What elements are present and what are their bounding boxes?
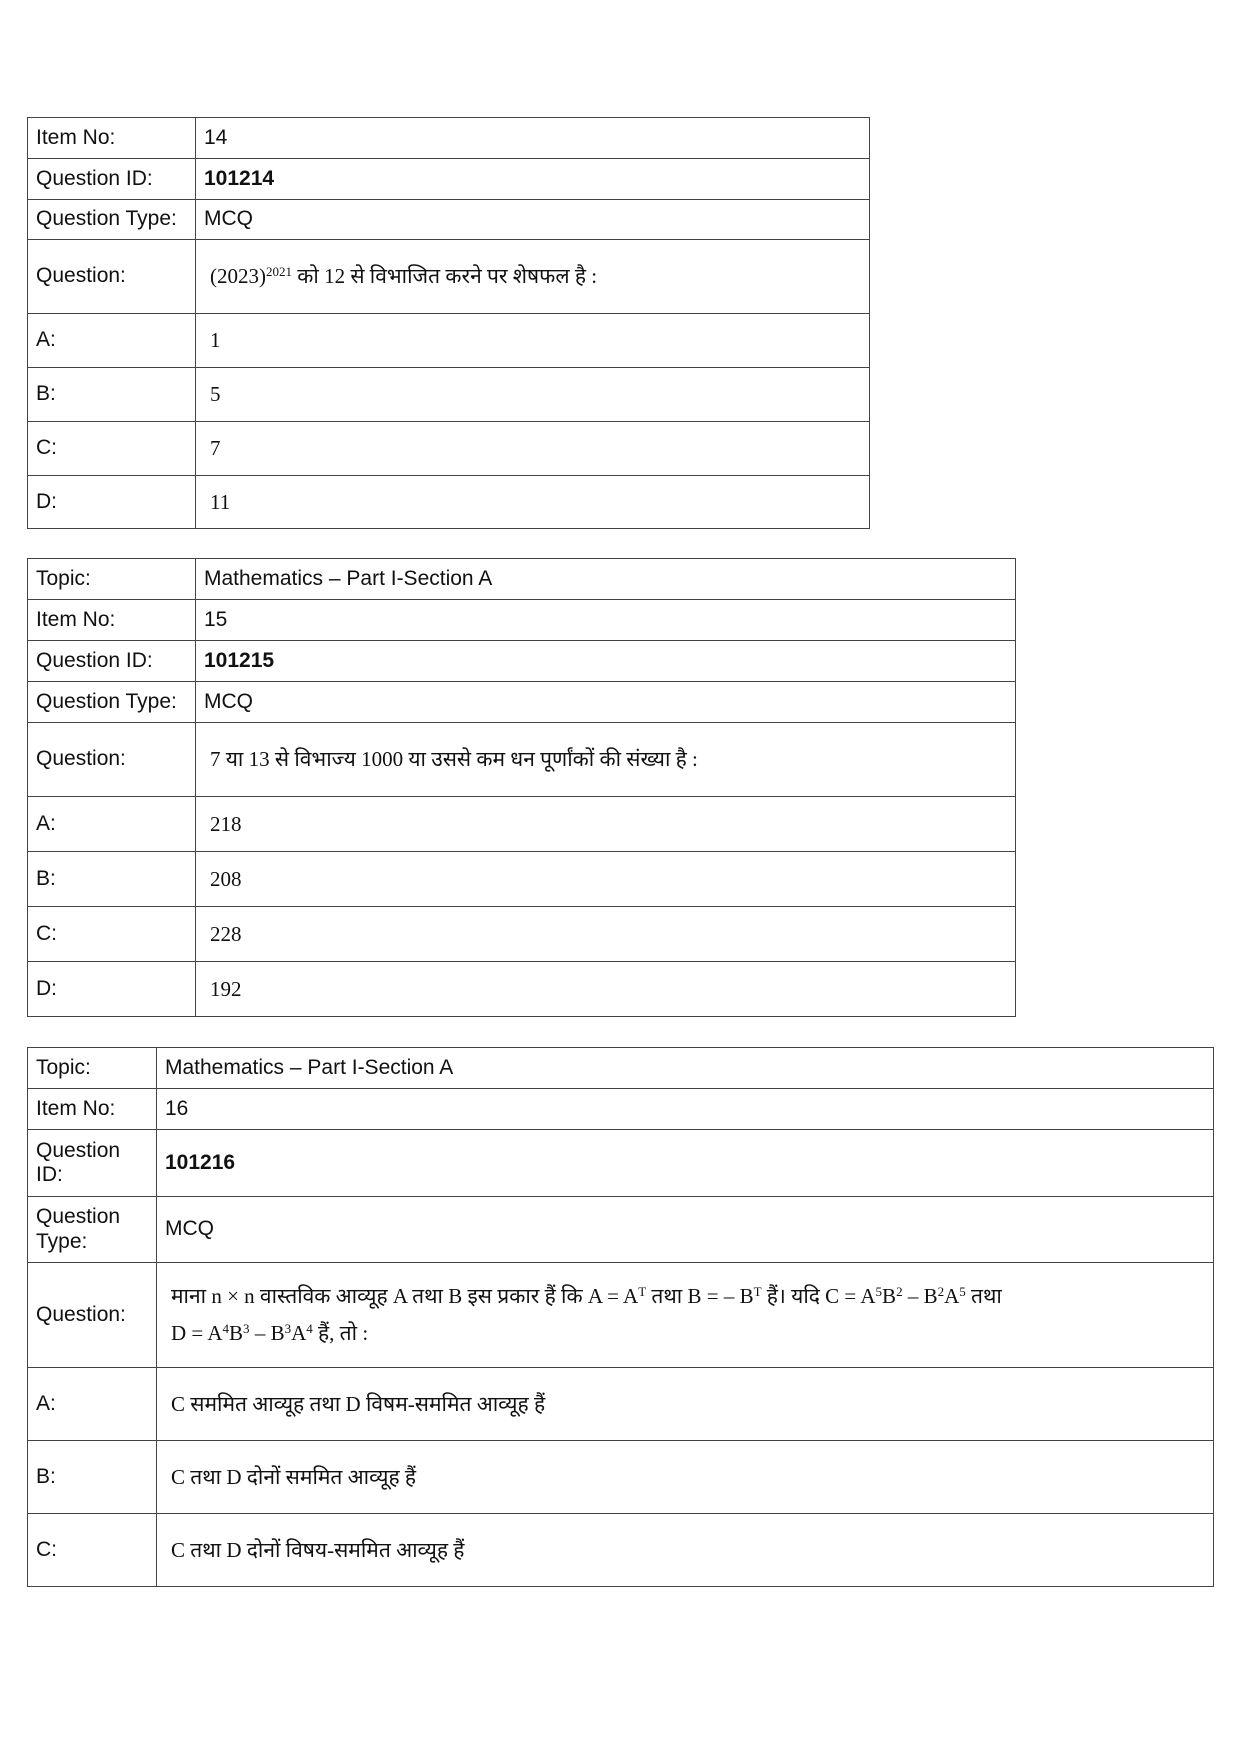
- question-type-value: MCQ: [157, 1197, 1214, 1263]
- question-id-value: 101216: [157, 1130, 1214, 1197]
- topic-row: [28, 559, 1016, 600]
- option-b-label: B:: [28, 1441, 157, 1514]
- question-part: माना n × n वास्तविक आव्यूह A तथा B इस प्रकार हैं कि A = A: [171, 1284, 639, 1309]
- question-sup: 4: [222, 1320, 230, 1336]
- question-id-value: 101214: [196, 159, 870, 200]
- option-a-label: A:: [28, 797, 196, 852]
- question-label: Question:: [28, 723, 196, 797]
- question-15-table: [27, 558, 1016, 1017]
- question-exponent: 2021: [266, 264, 293, 280]
- question-part: B: [229, 1321, 244, 1345]
- option-b-row: [28, 1441, 1214, 1514]
- option-a-label: A:: [28, 1368, 157, 1441]
- item-no-value: 14: [196, 118, 870, 159]
- question-16-table: [27, 1047, 1214, 1587]
- question-label: Question:: [28, 1263, 157, 1368]
- option-b-value: C तथा D दोनों सममित आव्यूह हैं: [157, 1441, 1214, 1514]
- question-part: A: [944, 1284, 960, 1309]
- option-d-label: D:: [28, 476, 196, 529]
- question-type-label: Question Type:: [28, 200, 196, 240]
- question-base: (2023): [210, 264, 266, 289]
- item-no-label: Item No:: [28, 1089, 157, 1130]
- topic-value: Mathematics – Part I-Section A: [196, 559, 1016, 600]
- question-type-label-line1: Question: [36, 1205, 121, 1229]
- option-a-value: 1: [196, 314, 870, 368]
- item-no-row: [28, 600, 1016, 641]
- item-no-value: 15: [196, 600, 1016, 641]
- topic-row: [28, 1048, 1214, 1089]
- option-c-value: 7: [196, 422, 870, 476]
- question-part: D = A: [171, 1321, 223, 1345]
- option-a-value: 218: [196, 797, 1016, 852]
- question-sup: 3: [243, 1320, 250, 1336]
- option-b-value: 208: [196, 852, 1016, 907]
- question-type-row: [28, 682, 1016, 723]
- question-id-label-line1: Question: [36, 1138, 121, 1162]
- question-type-label: Question Type:: [28, 682, 196, 723]
- question-text: [196, 240, 870, 314]
- question-sup: 4: [306, 1320, 313, 1336]
- question-text: 7 या 13 से विभाज्य 1000 या उससे कम धन पूर्णांकों की संख्या है :: [196, 723, 1016, 797]
- option-b-row: [28, 852, 1016, 907]
- option-d-value: 192: [196, 962, 1016, 1017]
- item-no-label: Item No:: [28, 118, 196, 159]
- option-c-label: C:: [28, 907, 196, 962]
- item-no-value: 16: [157, 1089, 1214, 1130]
- question-id-label: Question ID:: [28, 641, 196, 682]
- item-no-row: [28, 118, 870, 159]
- question-type-row: [28, 200, 870, 240]
- option-b-label: B:: [28, 368, 196, 422]
- question-sup: 5: [875, 1284, 883, 1300]
- option-d-row: [28, 476, 870, 529]
- question-row: [28, 723, 1016, 797]
- option-b-label: B:: [28, 852, 196, 907]
- question-id-value: 101215: [196, 641, 1016, 682]
- option-c-label: C:: [28, 1514, 157, 1587]
- question-type-row: [28, 1197, 1214, 1263]
- option-c-value: 228: [196, 907, 1016, 962]
- question-14-table: [27, 117, 870, 529]
- question-sup: 2: [896, 1284, 903, 1300]
- topic-label: Topic:: [28, 1048, 157, 1089]
- question-type-value: MCQ: [196, 200, 870, 240]
- question-text: [157, 1263, 1214, 1368]
- topic-value: Mathematics – Part I-Section A: [157, 1048, 1214, 1089]
- question-sup: T: [638, 1284, 647, 1300]
- question-sup: 5: [959, 1284, 966, 1300]
- question-id-row: [28, 159, 870, 200]
- question-type-value: MCQ: [196, 682, 1016, 723]
- question-sup: T: [753, 1284, 762, 1300]
- question-rest: को 12 से विभाजित करने पर शेषफल है :: [292, 264, 598, 289]
- question-part: हैं, तो :: [312, 1321, 369, 1345]
- question-row: [28, 1263, 1214, 1368]
- option-a-row: [28, 797, 1016, 852]
- question-type-label: [28, 1197, 157, 1263]
- option-b-value: 5: [196, 368, 870, 422]
- question-id-row: [28, 1130, 1214, 1197]
- question-part: B: [882, 1284, 897, 1309]
- option-c-value: C तथा D दोनों विषय-सममित आव्यूह हैं: [157, 1514, 1214, 1587]
- item-no-label: Item No:: [28, 600, 196, 641]
- question-type-label-line2: Type:: [36, 1229, 88, 1253]
- topic-label: Topic:: [28, 559, 196, 600]
- option-c-row: [28, 1514, 1214, 1587]
- question-row: [28, 240, 870, 314]
- question-label: Question:: [28, 240, 196, 314]
- option-a-row: [28, 314, 870, 368]
- question-id-row: [28, 641, 1016, 682]
- option-c-row: [28, 422, 870, 476]
- item-no-row: [28, 1089, 1214, 1130]
- question-part: A: [291, 1321, 307, 1345]
- question-id-label: Question ID:: [28, 159, 196, 200]
- option-a-value: C सममित आव्यूह तथा D विषम-सममित आव्यूह हैं: [157, 1368, 1214, 1441]
- option-c-row: [28, 907, 1016, 962]
- option-a-label: A:: [28, 314, 196, 368]
- question-part: – B: [249, 1321, 285, 1345]
- question-part: – B: [902, 1284, 938, 1309]
- question-sup: 3: [284, 1320, 292, 1336]
- option-b-row: [28, 368, 870, 422]
- question-id-label: [28, 1130, 157, 1197]
- question-part: तथा: [965, 1284, 1002, 1309]
- option-c-label: C:: [28, 422, 196, 476]
- option-d-value: 11: [196, 476, 870, 529]
- option-a-row: [28, 1368, 1214, 1441]
- option-d-row: [28, 962, 1016, 1017]
- question-part: तथा B = – B: [646, 1284, 754, 1309]
- question-part: हैं। यदि C = A: [761, 1284, 876, 1309]
- option-d-label: D:: [28, 962, 196, 1017]
- question-sup: 2: [937, 1284, 945, 1300]
- question-id-label-line2: ID:: [36, 1163, 63, 1186]
